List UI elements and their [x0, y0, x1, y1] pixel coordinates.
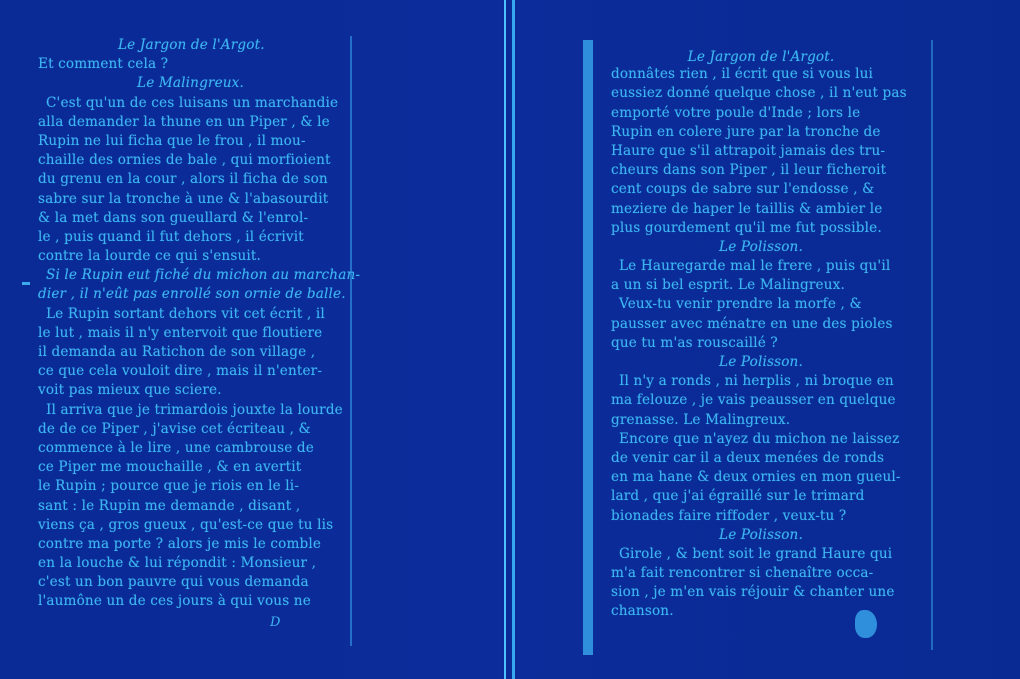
text-line: que tu m'as rouscaillé ?	[611, 334, 778, 351]
ink-speck	[22, 282, 30, 285]
text-line: sabre sur la tronche à une & l'abasourdit	[38, 190, 329, 207]
text-line: meziere de haper le taillis & ambier le	[611, 200, 883, 217]
right-page-text	[611, 46, 911, 622]
text-line: m'a fait rencontrer si chenaître occa-	[611, 565, 874, 582]
text-line: pausser avec ménatre en une des pioles	[611, 315, 893, 332]
text-line: ce Piper me mouchaille , & en avertit	[38, 459, 302, 476]
text-line: & la met dans son gueullard & l'enrol-	[38, 209, 309, 226]
text-line: cheurs dans son Piper , il leur ficheroit	[611, 162, 887, 179]
text-line: viens ça , gros gueux , qu'est-ce que tu lis	[38, 516, 334, 533]
text-line: de de ce Piper , j'avise cet écriteau , &	[38, 420, 311, 437]
text-line: de venir car il a deux menées de ronds	[611, 449, 885, 466]
text-line: eussiez donné quelque chose , il n'eut pas	[611, 85, 907, 102]
text-line: en la louche & lui répondit : Monsieur ,	[38, 555, 317, 572]
text-line: Girole , & bent soit le grand Haure qui	[619, 545, 893, 562]
text-line: contre la lourde ce qui s'ensuit.	[38, 248, 261, 265]
text-line: du grenu en la cour , alors il ficha de son	[38, 171, 328, 188]
text-line: lard , que j'ai égraillé sur le trimard	[611, 488, 865, 505]
text-line: emporté votre poule d'Inde ; lors le	[611, 104, 861, 121]
text-line: Et comment cela ?	[38, 56, 169, 73]
text-line: le Rupin ; pource que je riois en le li-	[38, 478, 300, 495]
right-page-outer-edge	[931, 40, 933, 650]
speaker-label: Le Polisson.	[719, 354, 803, 370]
gutter-line	[504, 0, 506, 679]
text-line: grenasse. Le Malingreux.	[611, 411, 791, 428]
text-line: a un si bel esprit. Le Malingreux.	[611, 277, 845, 294]
text-line: en ma hane & deux ornies en mon gueul-	[611, 469, 901, 486]
text-line: voit pas mieux que sciere.	[38, 382, 222, 399]
speaker-label: Le Malingreux.	[137, 75, 244, 92]
gutter-line	[512, 0, 515, 679]
text-line: sant : le Rupin me demande , disant ,	[38, 497, 301, 514]
text-line: Rupin en colere jure par la tronche de	[611, 123, 881, 140]
text-line: Haure que s'il attrapoit jamais des tru-	[611, 142, 886, 159]
text-line: donnâtes rien , il écrit que si vous lui	[611, 66, 874, 83]
text-line: C'est qu'un de ces luisans un marchandie	[46, 94, 339, 111]
italic-line: Si le Rupin eut fiché du michon au marchan-	[46, 267, 361, 284]
text-line: il demanda au Ratichon de son village ,	[38, 344, 316, 360]
text-line: alla demander la thune en un Piper , & le	[38, 113, 330, 130]
text-line: Veux-tu venir prendre la morfe , &	[619, 296, 862, 313]
text-line: ma felouze , je vais peausser en quelque	[611, 392, 896, 409]
text-line: cent coups de sabre sur l'endosse , &	[611, 181, 875, 198]
text-line: c'est un bon pauvre qui vous demanda	[38, 574, 309, 591]
left-page-text	[38, 36, 361, 612]
text-line: commence à le lire , une cambrouse de	[38, 439, 314, 456]
text-line: l'aumône un de ces jours à qui vous ne	[38, 593, 311, 610]
text-line: sion , je m'en vais réjouir & chanter une	[611, 584, 895, 601]
text-line: bionades faire riffoder , veux-tu ?	[611, 507, 847, 524]
text-line: Le Rupin sortant dehors vit cet écrit , il	[46, 305, 325, 322]
book-gutter	[503, 0, 517, 679]
text-line: Il arriva que je trimardois jouxte la lourde	[46, 401, 343, 418]
text-line: Il n'y a ronds , ni herplis , ni broque en	[619, 373, 894, 390]
text-line: chaille des ornies de bale , qui morfioient	[38, 152, 331, 169]
speaker-label: Le Polisson.	[719, 526, 803, 543]
text-line: chanson.	[611, 603, 674, 620]
text-line: plus gourdement qu'il me fut possible.	[611, 219, 882, 236]
text-line: contre ma porte ? alors je mis le comble	[38, 535, 322, 552]
running-head: Le Jargon de l'Argot.	[118, 37, 265, 53]
text-line: ce que cela vouloit dire , mais il n'enter-	[38, 363, 323, 380]
running-head: Le Jargon de l'Argot.	[687, 49, 835, 65]
left-page	[0, 0, 503, 679]
text-line: le lut , mais il n'y entervoit que floutiere	[38, 324, 323, 341]
left-page-edge	[350, 36, 352, 646]
right-page-edge	[583, 40, 593, 655]
text-line: Rupin ne lui ficha que le frou , il mou-	[38, 132, 306, 149]
text-line: le , puis quand il fut dehors , il écrivit	[38, 228, 304, 245]
italic-line: dier , il n'eût pas enrollé son ornie de balle.	[38, 286, 346, 303]
text-line: Le Hauregarde mal le frere , puis qu'il	[619, 258, 891, 275]
text-line: Encore que n'ayez du michon ne laissez	[619, 430, 900, 447]
right-page	[517, 0, 1020, 679]
speaker-label: Le Polisson.	[719, 238, 803, 255]
signature-mark: D	[270, 615, 281, 630]
